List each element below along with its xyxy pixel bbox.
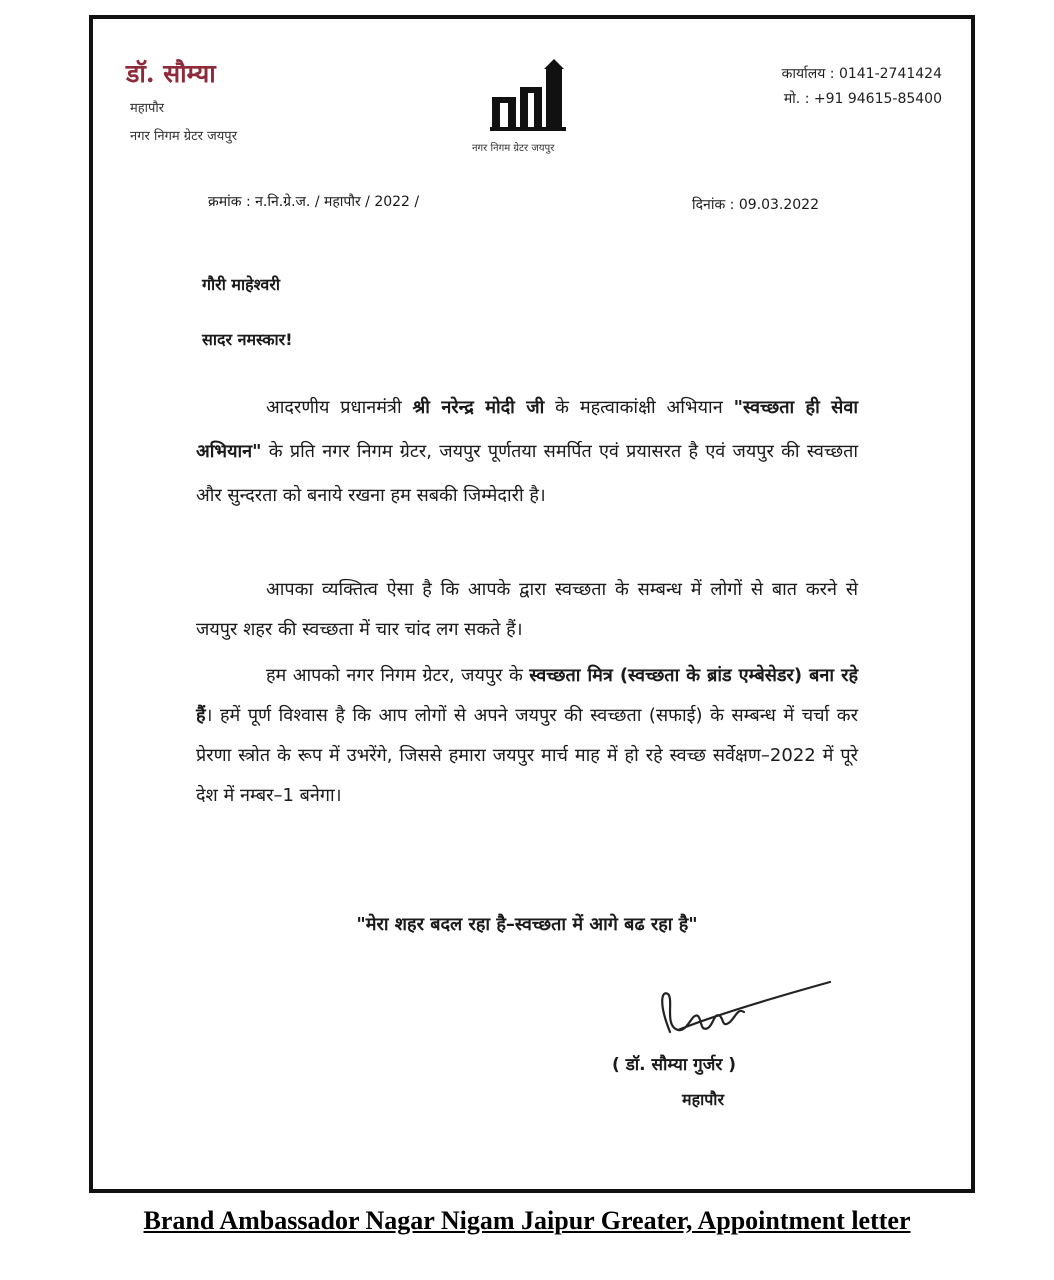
greeting: सादर नमस्कार! <box>202 330 293 349</box>
signatory-name: ( डॉ. सौम्या गुर्जर ) <box>612 1055 736 1075</box>
letterhead-title: महापौर <box>130 101 165 116</box>
letter-date: दिनांक : 09.03.2022 <box>692 197 819 213</box>
body-paragraph-1: आदरणीय प्रधानमंत्री श्री नरेन्द्र मोदी जी के महत्वाकांक्षी अभियान "स्वच्छता ही सेवा अभियान" के प्रति नगर निगम ग्रेटर, जयपुर पूर्णतया समर्पित एवं प्रयासरत है एवं जयपुर की स्वच्छता और सुन्दरता को बनाये रखना हम सबकी जिम्मेदारी है। <box>196 397 858 506</box>
signatory-title: महापौर <box>682 1090 724 1109</box>
letterhead-name: डॉ. सौम्या <box>126 59 216 88</box>
letterhead-organization: नगर निगम ग्रेटर जयपुर <box>130 129 238 144</box>
logo-caption: नगर निगम ग्रेटर जयपुर <box>472 143 555 154</box>
body-paragraph-2: आपका व्यक्तित्व ऐसा है कि आपके द्वारा स्वच्छता के सम्बन्ध में लोगों से बात करने से जयपुर शहर की स्वच्छता में चार चांद लग सकते हैं। <box>196 579 858 640</box>
slogan: "मेरा शहर बदल रहा है–स्वच्छता में आगे बढ रहा है" <box>356 914 698 935</box>
image-caption: Brand Ambassador Nagar Nigam Jaipur Greater, Appointment letter <box>143 1206 911 1235</box>
reference-number: क्रमांक : न.नि.ग्रे.ज. / महापौर / 2022 / <box>208 194 420 210</box>
office-phone: कार्यालय : 0141-2741424 <box>781 66 942 82</box>
recipient-name: गौरी माहेश्वरी <box>202 275 281 294</box>
body-paragraph-3: हम आपको नगर निगम ग्रेटर, जयपुर के स्वच्छता मित्र (स्वच्छता के ब्रांड एम्बेसेडर) बना रहे हैं। हमें पूर्ण विश्वास है कि आप लोगों से अपने जयपुर की स्वच्छता (सफाई) के सम्बन्ध में चर्चा कर प्रेरणा स्त्रोत के रूप में उभरेंगे, जिससे हमारा जयपुर मार्च माह में हो रहे स्वच्छ सर्वेक्षण–2022 में पूरे देश में नम्बर–1 बनेगा। <box>196 665 859 806</box>
mobile-number: मो. : +91 94615-85400 <box>783 91 942 107</box>
handwritten-signature <box>648 972 838 1062</box>
municipal-logo-icon <box>488 57 568 137</box>
